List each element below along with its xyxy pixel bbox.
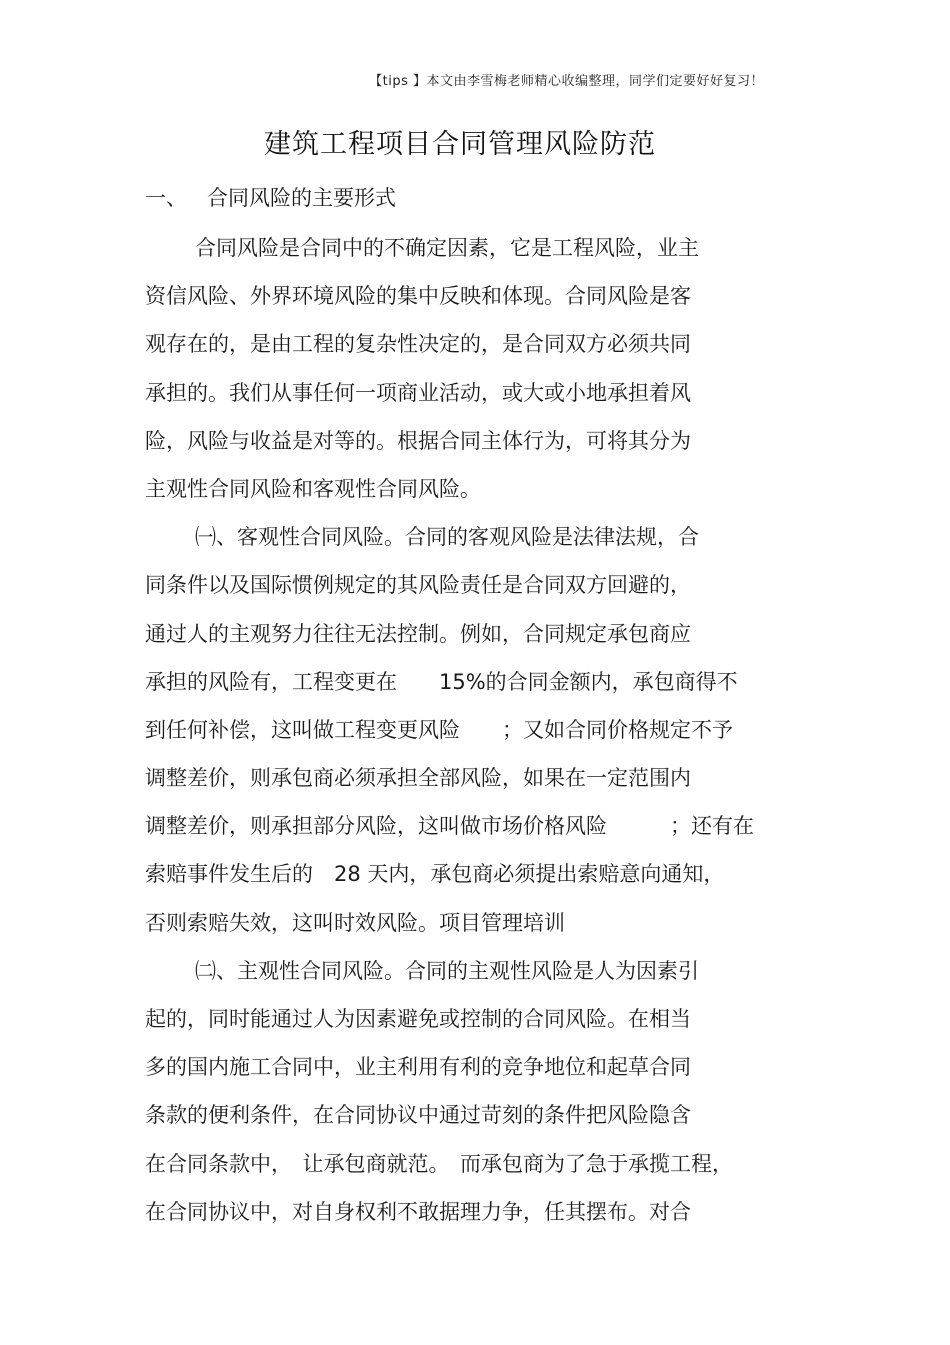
paragraph-line: 观存在的，是由工程的复杂性决定的，是合同双方必须共同	[145, 332, 691, 357]
paragraph-line: 合同风险是合同中的不确定因素，它是工程风险，业主	[195, 236, 699, 260]
paragraph-line: 在合同条款中， 让承包商就范。 而承包商为了急于承揽工程，	[145, 1151, 733, 1176]
paragraph-line: 资信风险、外界环境风险的集中反映和体现。合同风险是客	[145, 284, 691, 309]
paragraph-line: 承担的。我们从事任何一项商业活动，或大或小地承担着风	[145, 380, 691, 405]
paragraph-line: 索赔事件发生后的 28 天内，承包商必须提出索赔意向通知，	[145, 862, 725, 887]
paragraph-line: 通过人的主观努力往往无法控制。例如，合同规定承包商应	[145, 621, 691, 646]
paragraph-line: ㈡、主观性合同风险。合同的主观性风险是人为因素引	[195, 958, 699, 983]
section-title: 合同风险的主要形式	[207, 186, 396, 210]
section-heading	[145, 182, 396, 212]
header-tips: 【tips 】本文由李雪梅老师精心收编整理，同学们定要好好复习！	[369, 74, 764, 89]
paragraph-line: 条款的便利条件，在合同协议中通过苛刻的条件把风险隐含	[145, 1103, 691, 1128]
document-title: 建筑工程项目合同管理风险防范	[264, 129, 656, 160]
paragraph-line: ㈠、客观性合同风险。合同的客观风险是法律法规，合	[195, 525, 699, 550]
paragraph-line: 起的，同时能通过人为因素避免或控制的合同风险。在相当	[145, 1007, 691, 1031]
paragraph-line: 多的国内施工合同中，业主利用有利的竞争地位和起草合同	[145, 1055, 691, 1080]
paragraph-line: 同条件以及国际惯例规定的其风险责任是合同双方回避的，	[145, 573, 691, 598]
paragraph-line: 否则索赔失效，这叫时效风险。项目管理培训	[145, 910, 565, 935]
paragraph-line: 承担的风险有，工程变更在 15%的合同金额内，承包商得不	[145, 669, 738, 694]
paragraph-line: 到任何补偿，这叫做工程变更风险 ；又如合同价格规定不予	[145, 717, 733, 742]
paragraph-line: 主观性合同风险和客观性合同风险。	[145, 476, 481, 501]
paragraph-line: 调整差价，则承包商必须承担全部风险，如果在一定范围内	[145, 766, 691, 791]
paragraph-line: 在合同协议中，对自身权利不敢据理力争，任其摆布。对合	[145, 1199, 691, 1224]
section-number: 一、	[145, 186, 187, 210]
paragraph-line: 调整差价，则承担部分风险，这叫做市场价格风险 ；还有在	[145, 814, 754, 839]
body-text	[145, 224, 805, 1236]
paragraph-line: 险，风险与收益是对等的。根据合同主体行为，可将其分为	[145, 428, 691, 453]
